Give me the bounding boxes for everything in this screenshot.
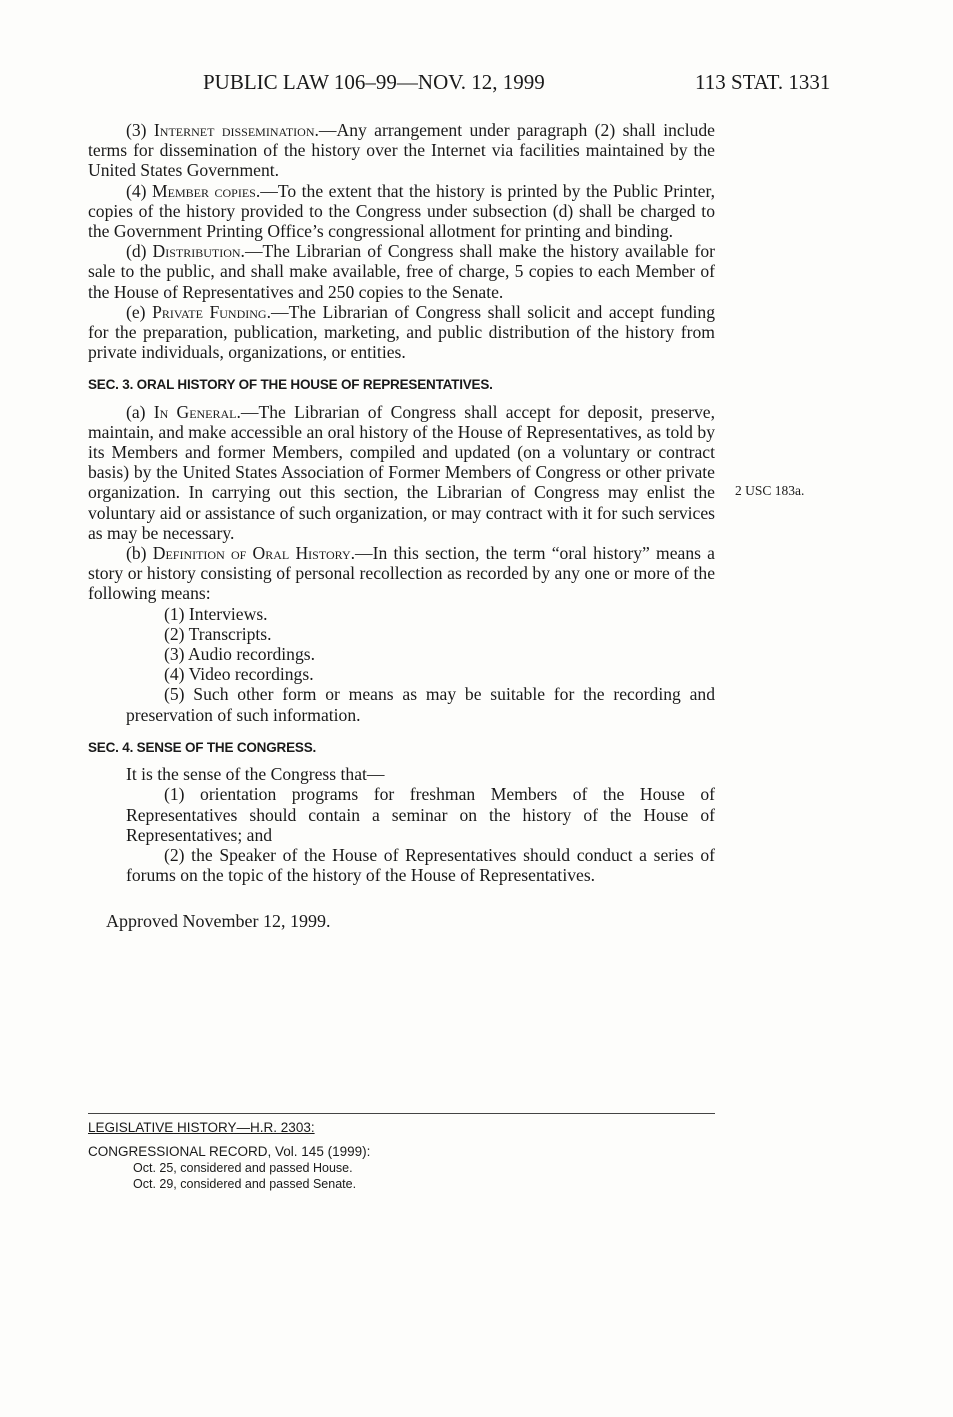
list-item: (1) Interviews. xyxy=(164,603,268,624)
subsection-in-general: (a) In General.—The Librarian of Congress shall accept for deposit, preserve, maintain, and make accessible an oral history of the House of Representatives, as told by its Members and former Members, compiled and updated (on a voluntary or contract basis) by the United States Association of Former Members of Congress or other private organization. In carrying out this section, the Librarian of Congress may enlist the voluntary aid or assistance of such organization, or may contract with it for such services as may be necessary. xyxy=(88,401,715,543)
sense-item-1: (1) orientation programs for freshman Members of the House of Representatives should contain a seminar on the history of the House of Representatives; and xyxy=(126,784,715,845)
subsection-private-funding: (e) Private Funding.—The Librarian of Congress shall solicit and accept funding for the preparation, publication, marketing, and public distribution of the history from private individuals, organizations, or entities. xyxy=(88,301,716,363)
list-item: (5) Such other form or means as may be suitable for the recording and preservation of such information. xyxy=(126,684,715,725)
paragraph-internet-dissemination: (3) Internet dissemination.—Any arrangement under paragraph (2) shall include terms for dissemination of the history over the Internet via facilities maintained by the United States Government. xyxy=(88,120,715,181)
usc-margin-note: 2 USC 183a. xyxy=(735,483,805,498)
divider xyxy=(88,1113,715,1114)
subsection-distribution: (d) Distribution.—The Librarian of Congress shall make the history available for sale to the public, and shall make available, free of charge, 5 copies to each Member of the House of Representatives and 250 copies to the Senate. xyxy=(88,241,715,302)
list-item: Oct. 29, considered and passed Senate. xyxy=(133,1177,357,1191)
law-title: PUBLIC LAW 106–99—NOV. 12, 1999 xyxy=(203,70,545,94)
subsection-definition-oral-history: (b) Definition of Oral History.—In this section, the term “oral history” means a story or history consisting of personal recollection as recorded by any one or more of the following means: xyxy=(88,543,715,604)
page-header xyxy=(0,70,953,100)
sense-item-2: (2) the Speaker of the House of Representatives should conduct a series of forums on the topic of the history of the House of Representatives. xyxy=(126,844,715,886)
list-item: (3) Audio recordings. xyxy=(164,644,315,665)
paragraph-member-copies: (4) Member copies.—To the extent that the history is printed by the Public Printer, copies of the history provided to the Congress under subsection (d) shall be charged to the Government Printing Office’s congressional allotment for printing and binding. xyxy=(88,180,715,242)
list-item: (2) Transcripts. xyxy=(164,623,272,644)
legislative-history xyxy=(88,1120,370,1192)
section-3-heading: SEC. 3. ORAL HISTORY OF THE HOUSE OF REPRESENTATIVES. xyxy=(88,377,493,393)
list-item: (4) Video recordings. xyxy=(164,664,314,685)
statute-citation: 113 STAT. 1331 xyxy=(695,70,831,94)
legislative-history-title: LEGISLATIVE HISTORY—H.R. 2303: xyxy=(88,1120,315,1135)
section-4-heading: SEC. 4. SENSE OF THE CONGRESS. xyxy=(88,739,317,755)
congressional-record: CONGRESSIONAL RECORD, Vol. 145 (1999): xyxy=(88,1144,371,1159)
approval-date: Approved November 12, 1999. xyxy=(106,911,331,932)
list-item: Oct. 25, considered and passed House. xyxy=(133,1161,353,1175)
sense-intro: It is the sense of the Congress that— xyxy=(126,764,385,785)
document-body xyxy=(88,120,715,932)
